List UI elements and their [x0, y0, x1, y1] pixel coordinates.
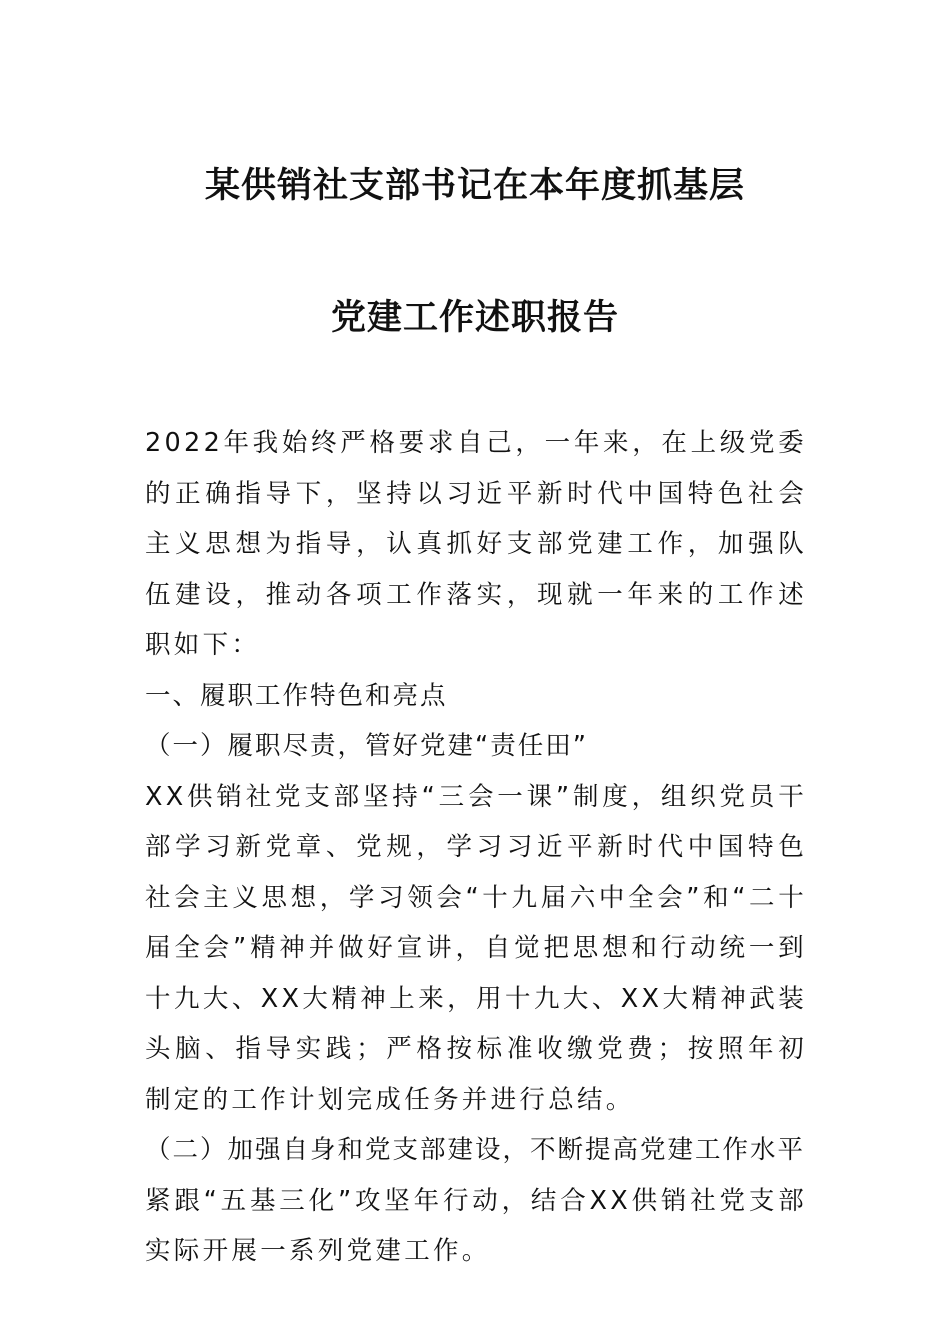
document-title-line-1: 某供销社支部书记在本年度抓基层 — [204, 165, 745, 206]
section-1-heading: 一、履职工作特色和亮点 — [145, 680, 448, 711]
document-body — [145, 418, 807, 1277]
subsection-2-heading: （二）加强自身和党支部建设，不断提高党建工作水平 — [145, 1135, 806, 1165]
subsection-2-paragraph: 紧跟“五基三化”攻坚年行动，结合XX供销社党支部实际开展一系列党建工作。 — [145, 1185, 807, 1266]
intro-paragraph: 2022年我始终严格要求自己，一年来，在上级党委的正确指导下，坚持以习近平新时代中国特色社会主义思想为指导，认真抓好支部党建工作，加强队伍建设，推动各项工作落实，现就一年来的工作述职如下： — [145, 428, 807, 660]
subsection-1-paragraph: XX供销社党支部坚持“三会一课”制度，组织党员干部学习新党章、党规，学习习近平新时代中国特色社会主义思想，学习领会“十九届六中全会”和“二十届全会”精神并做好宣讲，自觉把思想和行动统一到十九大、XX大精神上来，用十九大、XX大精神武装头脑、指导实践；严格按标准收缴党费；按照年初制定的工作计划完成任务并进行总结。 — [145, 781, 807, 1115]
subsection-1-heading: （一）履职尽责，管好党建“责任田” — [145, 731, 588, 761]
document-title-line-2: 党建工作述职报告 — [330, 297, 619, 338]
